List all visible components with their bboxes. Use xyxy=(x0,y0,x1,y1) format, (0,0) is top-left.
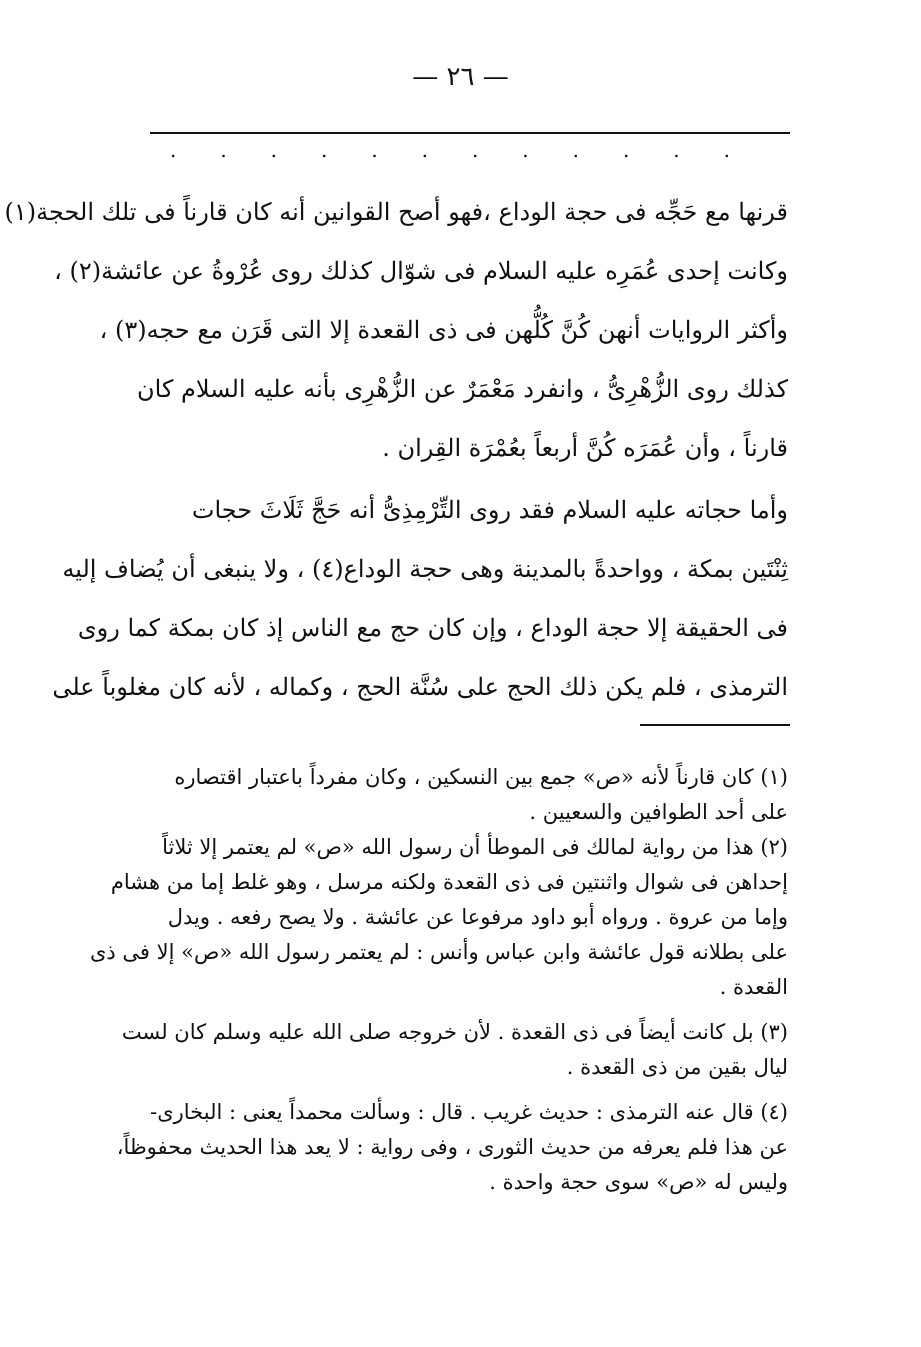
footnote-line: وإما من عروة . ورواه أبو داود مرفوعا عن عائشة . ولا يصح رفعه . ويدل xyxy=(167,905,788,929)
spacer xyxy=(118,1085,788,1095)
footnote-3 xyxy=(118,1015,788,1085)
text-line: ثِنْتَين بمكة ، وواحدةً بالمدينة وهى حجة الوداع(٤) ، ولا ينبغى أن يُضاف إليه xyxy=(62,555,788,583)
footnote-line: عن هذا فلم يعرفه من حديث الثورى ، وفى رواية : لا يعد هذا الحديث محفوظاً، xyxy=(116,1135,788,1159)
dot: . xyxy=(522,138,529,162)
paragraph-2 xyxy=(52,481,788,717)
dot: . xyxy=(673,138,680,162)
spacer xyxy=(118,1005,788,1015)
paragraph-1 xyxy=(4,183,788,478)
footnote-4 xyxy=(118,1095,788,1200)
header-rule xyxy=(150,132,790,134)
text-line: كذلك روى الزُّهْرِىُّ ، وانفرد مَعْمَرٌ عن الزُّهْرِى بأنه عليه السلام كان xyxy=(137,375,788,403)
footnote-line: على بطلانه قول عائشة وابن عباس وأنس : لم يعتمر رسول الله «ص» إلا فى ذى xyxy=(89,940,788,964)
footnote-line: ليال بقين من ذى القعدة . xyxy=(566,1055,788,1079)
dot: . xyxy=(572,138,579,162)
text-line: قارناً ، وأن عُمَرَه كُنَّ أربعاً بعُمْرَة القِران . xyxy=(382,434,788,462)
footnote-line: (٤) قال عنه الترمذى : حديث غريب . قال : وسألت محمداً يعنى : البخارى- xyxy=(150,1100,788,1124)
footnotes xyxy=(89,760,788,1200)
separator-dots xyxy=(170,138,730,162)
footnote-rule xyxy=(640,724,790,726)
text-line: وأكثر الروايات أنهن كُنَّ كُلُّهن فى ذى القعدة إلا التى قَرَن مع حجه(٣) ، xyxy=(99,316,788,344)
page-number: — ٢٦ — xyxy=(412,62,509,92)
footnote-2 xyxy=(89,830,788,1005)
footnote-line: (٢) هذا من رواية لمالك فى الموطأ أن رسول الله «ص» لم يعتمر إلا ثلاثاً xyxy=(162,835,788,859)
text-line: الترمذى ، فلم يكن ذلك الحج على سُنَّة الحج ، وكماله ، لأنه كان مغلوباً على xyxy=(52,673,788,701)
footnote-line: القعدة . xyxy=(719,975,788,999)
dot: . xyxy=(421,138,428,162)
dot: . xyxy=(723,138,730,162)
text-line: قرنها مع حَجِّه فى حجة الوداع ،فهو أصح القوانين أنه كان قارناً فى تلك الحجة(١) xyxy=(4,198,788,226)
footnote-line: على أحد الطوافين والسعيين . xyxy=(529,800,788,824)
footnote-1 xyxy=(118,760,788,830)
dot: . xyxy=(371,138,378,162)
footnote-line: إحداهن فى شوال واثنتين فى ذى القعدة ولكنه مرسل ، وهو غلط إما من هشام xyxy=(110,870,788,894)
dot: . xyxy=(270,138,278,162)
footnote-line: (٣) بل كانت أيضاً فى ذى القعدة . لأن خروجه صلى الله عليه وسلم كان لست xyxy=(121,1020,788,1044)
text-line: وكانت إحدى عُمَرِه عليه السلام فى شوّال كذلك روى عُرْوةُ عن عائشة(٢) ، xyxy=(54,257,788,285)
footnote-line: (١) كان قارناً لأنه «ص» جمع بين النسكين ، وكان مفرداً باعتبار اقتصاره xyxy=(174,765,788,789)
dot: . xyxy=(220,138,227,162)
dot: . xyxy=(170,138,177,162)
text-line: وأما حجاته عليه السلام فقد روى التِّرْمِذِىُّ أنه حَجَّ ثَلَاثَ حجات xyxy=(191,496,788,524)
dot: . xyxy=(320,138,328,162)
dot: . xyxy=(622,138,630,162)
text-line: فى الحقيقة إلا حجة الوداع ، وإن كان حج مع الناس إذ كان بمكة كما روى xyxy=(77,614,788,642)
footnote-line: وليس له «ص» سوى حجة واحدة . xyxy=(489,1170,788,1194)
dot: . xyxy=(471,138,479,162)
